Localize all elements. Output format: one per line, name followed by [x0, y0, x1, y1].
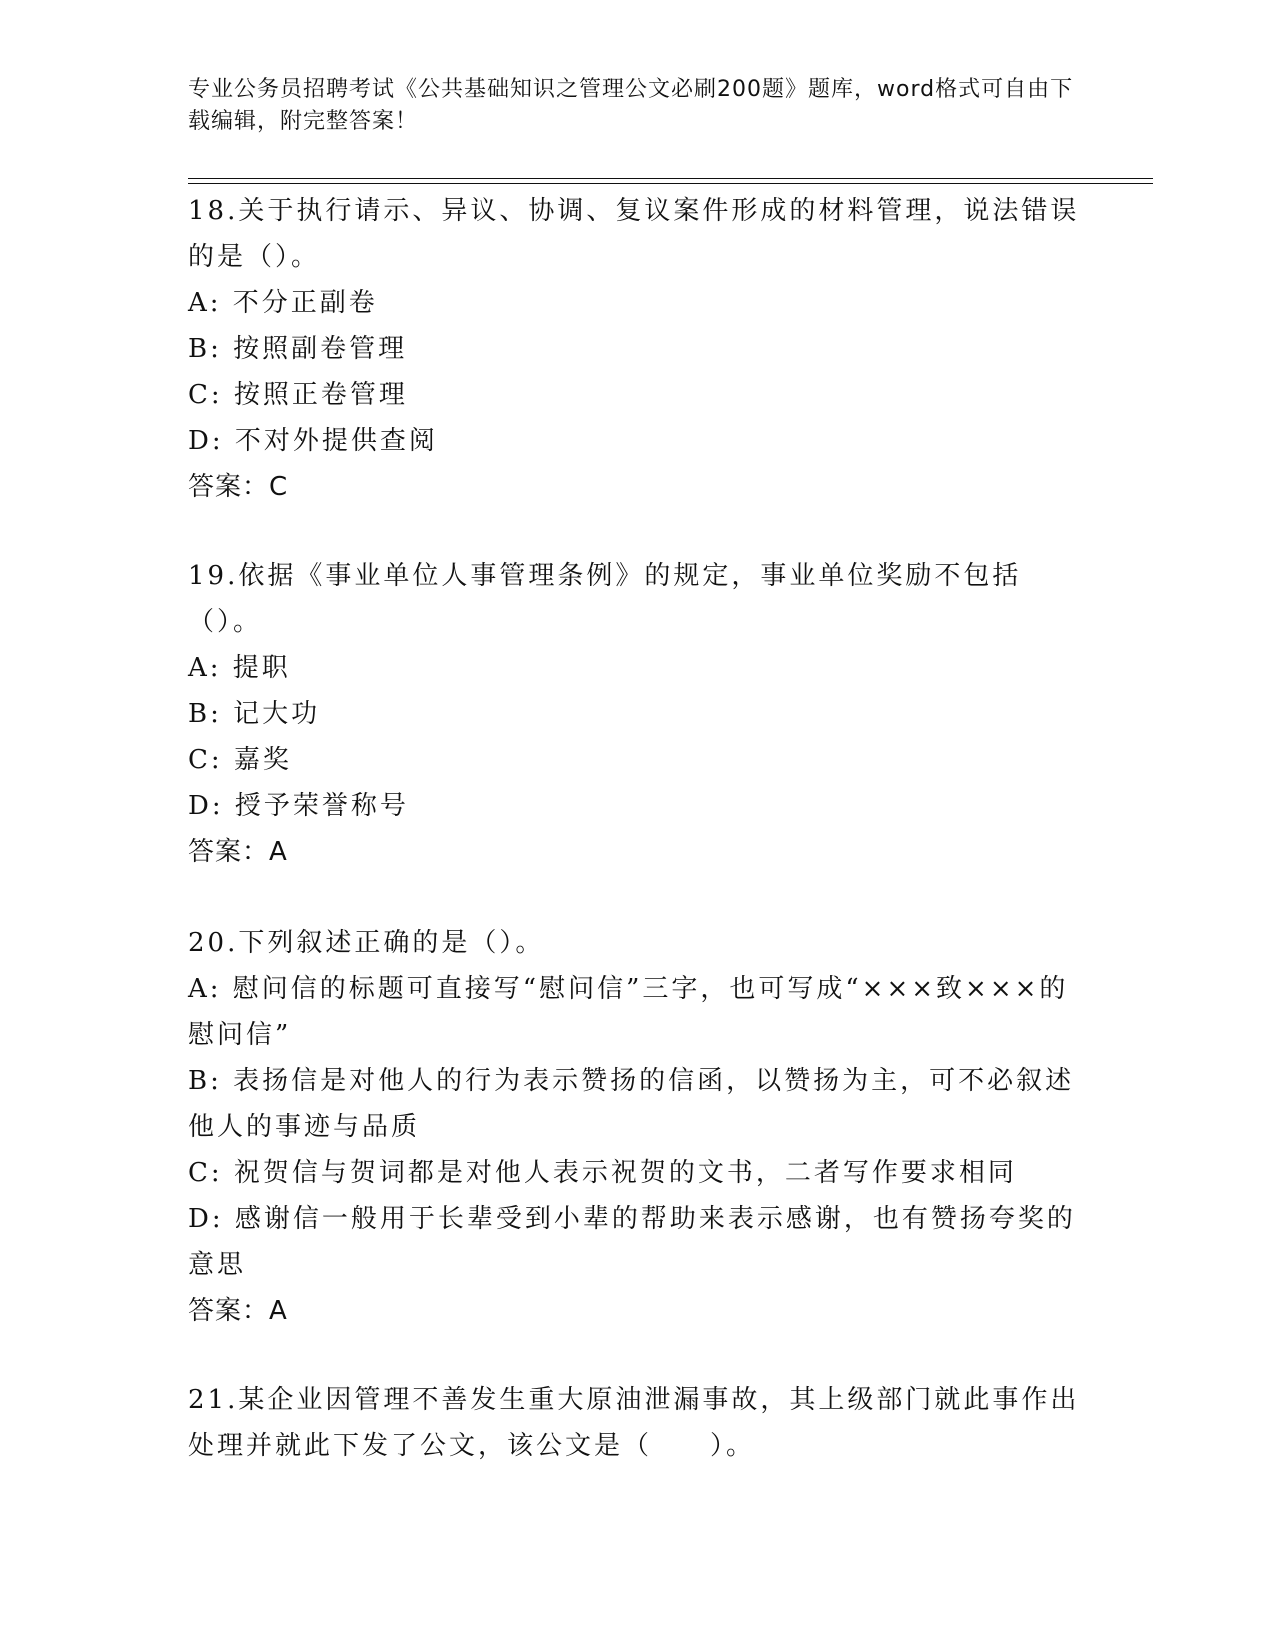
- option-b: B: 记大功: [188, 699, 321, 729]
- option-a: A: 慰问信的标题可直接写“慰问信”三字，也可写成“×××致×××的慰问信”: [188, 974, 1069, 1050]
- question-stem: 21.某企业因管理不善发生重大原油泄漏事故，其上级部门就此事作出处理并就此下发了公文，该公文是（ ）。: [188, 1385, 1080, 1461]
- option-d: D: 授予荣誉称号: [188, 791, 409, 821]
- question-18: [188, 188, 1088, 510]
- question-20: [188, 920, 1088, 1334]
- answer: 答案：A: [188, 837, 288, 867]
- answer: 答案：A: [188, 1296, 288, 1326]
- question-stem: 20.下列叙述正确的是（）。: [188, 928, 545, 958]
- option-a: A: 不分正副卷: [188, 288, 378, 318]
- option-c: C: 嘉奖: [188, 745, 292, 775]
- question-stem: 18.关于执行请示、异议、协调、复议案件形成的材料管理，说法错误的是（）。: [188, 196, 1080, 272]
- header-divider-bottom: [188, 183, 1153, 184]
- option-d: D: 不对外提供查阅: [188, 426, 438, 456]
- option-c: C: 祝贺信与贺词都是对他人表示祝贺的文书，二者写作要求相同: [188, 1158, 1017, 1188]
- option-a: A: 提职: [188, 653, 291, 683]
- question-19: [188, 553, 1088, 875]
- option-b: B: 表扬信是对他人的行为表示赞扬的信函，以赞扬为主，可不必叙述他人的事迹与品质: [188, 1066, 1075, 1142]
- question-21: [188, 1377, 1088, 1469]
- option-b: B: 按照副卷管理: [188, 334, 408, 364]
- document-header: 专业公务员招聘考试《公共基础知识之管理公文必刷200题》题库，word格式可自由下载编辑，附完整答案！: [188, 77, 1074, 134]
- option-c: C: 按照正卷管理: [188, 380, 408, 410]
- answer: 答案：C: [188, 472, 289, 502]
- question-stem: 19.依据《事业单位人事管理条例》的规定，事业单位奖励不包括（）。: [188, 561, 1022, 637]
- option-d: D: 感谢信一般用于长辈受到小辈的帮助来表示感谢，也有赞扬夸奖的意思: [188, 1204, 1076, 1280]
- header-divider-top: [188, 178, 1153, 179]
